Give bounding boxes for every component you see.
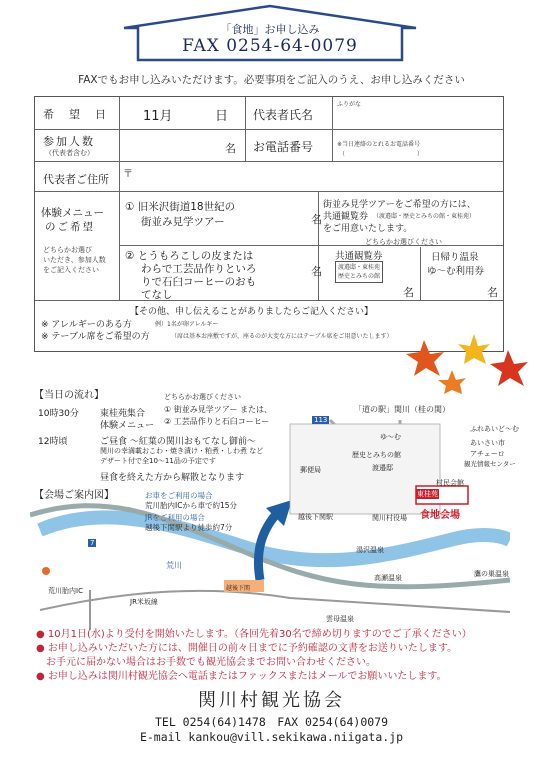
note-item: お手元に届かない場合はお手数でも観光協会までお問い合わせください。 [36,657,376,668]
map-watanabe: 渡邉邸 [372,464,393,472]
map-route113: 113 [314,416,328,424]
map-fureai: ふれあいど〜む [470,425,519,433]
map-onsen-takase: 高瀬温泉 [374,574,402,582]
map-onsen-kirara: 雲母温泉 [326,615,354,623]
flow-time-1: 10時30分 [38,409,79,419]
date-month: 11月 [143,109,173,124]
address-field[interactable] [135,165,495,187]
map-river: 荒川 [166,561,182,570]
menu-hint-2: いただき、参加人数 [43,256,106,264]
flow-choice-2: ② 工芸品作りと石臼コーヒー [164,417,270,426]
map-village-office: 関川村役場 [372,514,407,522]
flow-lunch-dessert: デザート付で全10〜11品の予定です [100,457,216,465]
phone-note: ※当日連絡のとれるお電話番号 [337,141,421,148]
jr-access-2: 越後下関駅より徒歩約7分 [145,523,233,532]
menu-hint-1: どちらかお選び [43,246,92,254]
furigana-label: ふりがな [337,101,362,108]
tour-note-places: （渡邉邸・歴史とみちの館・東桂苑） [373,213,476,220]
header-fax: FAX 0254-64-0079 [182,36,358,56]
note-item: ● お申し込みいただいた方には、開催日の前々日までに予約確認の文書をお送りいたします。 [36,643,458,654]
common-ticket-places [335,261,383,283]
tour-note-1: 街並み見学ツアーをご希望の方には、 [323,200,476,210]
participants-field[interactable] [123,133,233,157]
map-achieeru: アチェーロ [470,450,505,458]
flow-menu-1: 体験メニュー [100,421,155,431]
application-form [34,96,504,352]
contact-tel-fax: TEL 0254(64)1478 FAX 0254(64)0079 [154,715,389,729]
phone-label: お電話番号 [253,140,314,154]
hotspring-unit: 名 [487,286,498,299]
rep-name-label: 代表者氏名 [253,108,314,122]
participants-unit: 名 [225,142,236,155]
option1-unit: 名 [311,213,322,226]
venue-map [30,380,510,630]
map-station: 越後下関駅 [298,513,333,521]
map-route7: 7 [90,539,95,547]
map-rekishi: 歴史とみちの館 [352,451,401,459]
option2-line1: ② とうもろこしの皮または [125,250,254,262]
participants-note: （代表者含む） [45,149,94,157]
option1-line2: 街並み見学ツアー [141,216,225,228]
map-post-office: 郵便局 [300,466,321,474]
map-onsen-yuzawa: 湯沢温泉 [356,546,384,554]
common-ticket-place: 渡邉邸・東桂苑 [338,264,381,271]
map-title: 【会場ご案内図】 [34,490,114,501]
map-yuumu: ゆ〜む [380,433,401,441]
option2-line2: わらで工芸品作りといろ [141,263,257,275]
table-seat-label: ※ テーブル席をご希望の方 [41,332,150,342]
other-heading: 【その他、申し伝えることがありましたらご記入ください】 [130,307,374,317]
common-unit: 名 [403,286,414,299]
option2-line3: りで石臼コーヒーのおも [141,276,257,288]
note-item: ● 10月1日(水)より受付を開始いたします。（各回先着30名で締め切りますのでご了承ください） [36,629,472,640]
option2-unit: 名 [311,265,322,278]
note-item: ● お申し込みは関川村観光協会へ電話またはファックスまたはメールでお願いいたします。 [36,671,447,682]
phone-field[interactable]: （ ） [339,151,424,158]
tour-note-3: をご用意いたします。 [323,224,413,234]
menu-hint-3: をご記入ください [43,266,99,274]
car-access-1: お車をご利用の場合 [145,491,213,500]
choose-one: どちらかお選びください [365,238,442,246]
common-ticket: 共通観覧券 [335,251,383,262]
notes [36,628,472,684]
flow-lunch: ご昼食 〜紅葉の関川おもてなし御前〜 [100,437,256,447]
map-michinoeki: 「道の駅」関川（桂の関） [354,405,450,414]
map-aiseiichi: あいさい市 [470,439,505,447]
organization-name: 関川村観光協会 [198,690,345,711]
intro-text: FAXでもお申し込みいただけます。必要事項をご記入のうえ、お申し込みください [78,74,465,86]
flow-choice-1: ① 街並み見学ツアー または、 [164,405,273,414]
map-higashi-katsura: 東桂苑 [417,490,438,498]
participants-label: 参加人数 [43,135,95,148]
contact-email[interactable]: E-mail kankou@vill.sekikawa.niigata.jp [139,730,404,744]
common-ticket-place: 歴史とみちの館 [338,273,381,280]
tour-note-2: 共通観覧券 [323,212,369,222]
menu-label-1: 体験メニュー [41,207,104,219]
hotspring-1: 日帰り温泉 [431,252,479,263]
option1-line1: ① 旧米沢街道18世紀の [125,201,236,213]
flow-choose: どちらかお選びください [164,393,241,401]
map-onsen-takanosu: 鷹の巣温泉 [474,570,509,578]
flow-title: 【当日の流れ】 [34,390,104,401]
car-access-2: 荒川胎内ICから車で約15分 [145,501,237,510]
date-label: 希 望 日 [43,108,108,121]
flow-place-1: 東桂苑集合 [100,409,146,419]
flow-lunch-menu: 関川の幸満載おこわ・焼き漬け・粕煮・しわ煮 など [100,447,264,455]
hotspring-2: ゆ〜む利用券 [427,266,485,277]
address-label: 代表者ご住所 [43,173,109,186]
allergy-label: ※ アレルギーのある方 [41,320,132,330]
date-day: 日 [215,109,229,124]
flow-time-2: 12時頃 [38,437,68,447]
map-school: 村民会館 [436,479,464,487]
menu-label-2: のご希望 [45,221,95,233]
map-jr-line: JR米坂線 [130,598,158,606]
flow-end: 昼食を終えた方から解散となります [100,473,245,483]
map-exit: 荒川胎内IC [48,587,83,595]
map-echigo: 越後下関 [226,585,251,592]
map-venue: 食地会場 [420,510,460,521]
option2-line4: てなし [141,289,173,301]
table-seat-note: （席は基本お座敷ですが、座るのが大変な方にはテーブル席をご用意いたします） [171,333,393,340]
postal-mark: 〒 [123,169,133,180]
map-kanko-center: 観光情報センター [464,460,516,468]
rep-name-field[interactable] [335,109,495,125]
jr-access-1: JRをご利用の場合 [145,513,205,522]
header-title: 「食地」お申し込み [220,23,320,36]
allergy-example: 例）1名が卵アレルギー [155,321,219,328]
